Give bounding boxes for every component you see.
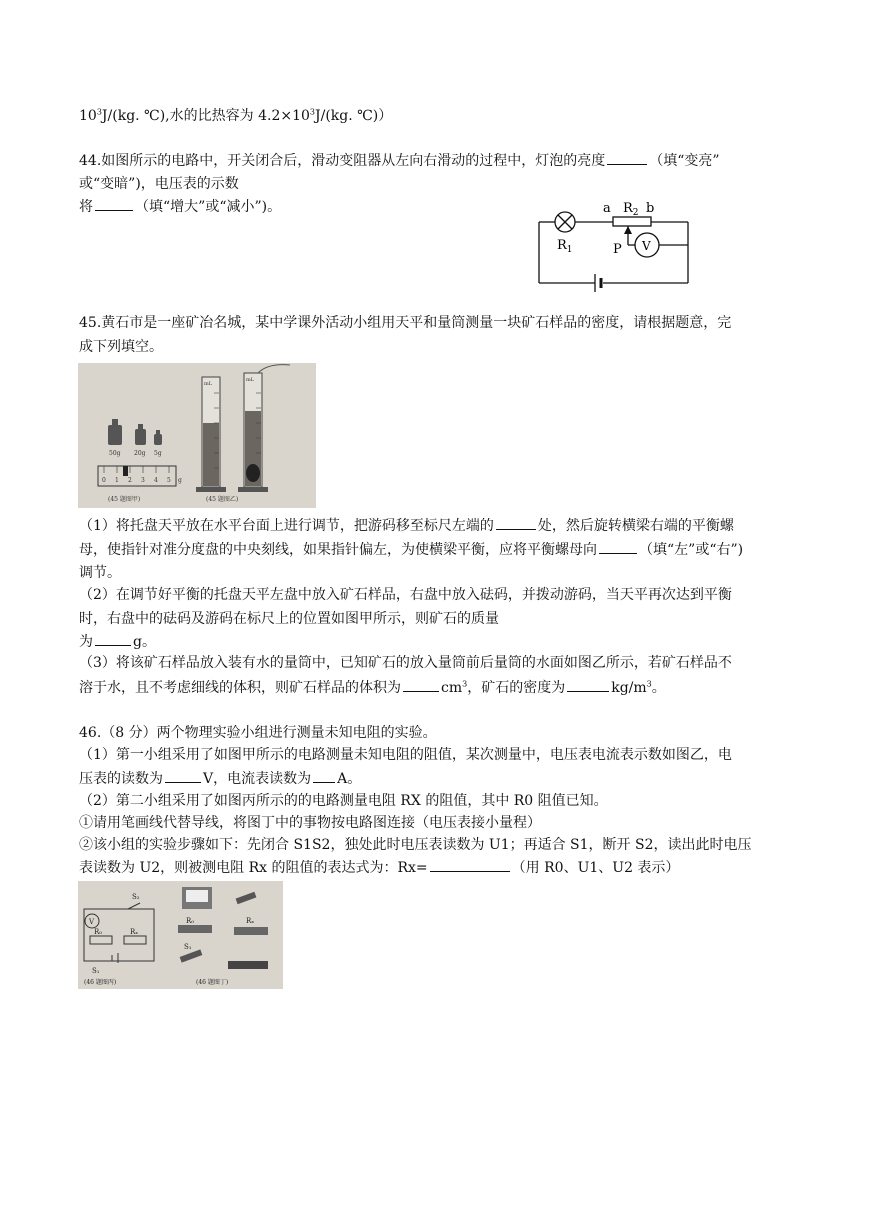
answer-blank[interactable] (95, 196, 133, 211)
svg-text:R₀: R₀ (94, 928, 103, 936)
svg-text:g: g (178, 477, 182, 484)
q45-p2-line2: 时，右盘中的砝码及游码在标尺上的位置如图甲所示，则矿石的质量 (79, 611, 499, 627)
q44-line2: 或“变暗”)，电压表的示数 (79, 176, 239, 192)
label-b: b (646, 201, 655, 216)
svg-text:S₂: S₂ (132, 893, 140, 901)
svg-text:3: 3 (141, 477, 145, 484)
label-r1: $R_1$ (557, 238, 573, 255)
answer-blank[interactable] (403, 677, 439, 692)
q45-p1-line3: 调节。 (79, 565, 121, 581)
voltmeter-label: V (642, 239, 651, 253)
q46-line4: （2）第二小组采用了如图丙所示的的电路测量电阻 RX 的阻值，其中 R0 阻值已知。 (79, 793, 608, 809)
svg-text:(45 题图乙): (45 题图乙) (206, 496, 239, 503)
q44-line3: 将 （填“增大”或“减小”)。 (79, 196, 281, 217)
continuation-line: $10^3J/(kg$. ℃),水的比热容为 $4.2\times 10^3J/(kg$. ℃)） (79, 107, 393, 124)
answer-blank[interactable] (599, 539, 637, 554)
q44-circuit-diagram (535, 195, 695, 300)
svg-text:4: 4 (154, 477, 158, 484)
q45-p3-line1: （3）将该矿石样品放入装有水的量筒中，已知矿石的放入量筒前后量筒的水面如图乙所示，若矿石样品不 (79, 655, 732, 671)
svg-text:Rₓ: Rₓ (246, 917, 255, 925)
q45-p2-line1: （2）在调节好平衡的托盘天平左盘中放入矿石样品，右盘中放入砝码，并拨动游码，当天平再次达到平衡 (79, 587, 732, 603)
svg-text:Rₓ: Rₓ (130, 928, 139, 936)
q45-p3-line2: 溶于水，且不考虑细线的体积，则矿石样品的体积为 $cm^3$，矿石的密度为 $kg/m^3$。 (79, 677, 666, 698)
q46-photo (78, 881, 283, 989)
q45-photo (78, 363, 316, 508)
svg-text:S₁: S₁ (92, 967, 100, 975)
q46-line1: 46.（8 分）两个物理实验小组进行测量未知电阻的实验。 (79, 725, 437, 741)
svg-text:0: 0 (102, 477, 106, 484)
svg-text:20g: 20g (134, 450, 146, 457)
q45-line2: 成下列填空。 (79, 339, 163, 355)
answer-blank[interactable] (607, 150, 647, 165)
svg-text:V: V (89, 918, 95, 926)
q45-p2-line3: 为 g。 (79, 631, 156, 652)
svg-text:(46 题图丙): (46 题图丙) (84, 979, 117, 986)
answer-blank[interactable] (165, 768, 201, 783)
q46-line7: 表读数为 U2，则被测电阻 Rx 的阻值的表达式为：Rx= （用 R0、U1、U2 表示） (79, 857, 679, 878)
svg-text:5g: 5g (154, 450, 162, 457)
answer-blank[interactable] (313, 768, 335, 783)
q46-line2: （1）第一小组采用了如图甲所示的电路测量未知电阻的阻值，某次测量中，电压表电流表示数如图乙，电 (79, 747, 732, 763)
svg-text:(45 题图甲): (45 题图甲) (108, 496, 141, 503)
answer-blank[interactable] (567, 677, 609, 692)
q45-line1: 45.黄石市是一座矿冶名城，某中学课外活动小组用天平和量筒测量一块矿石样品的密度，请根据题意，完 (79, 315, 732, 331)
svg-text:50g: 50g (109, 450, 121, 457)
svg-text:mL: mL (246, 377, 255, 383)
q46-line3: 压表的读数为 V，电流表读数为 A。 (79, 768, 361, 789)
svg-text:5: 5 (167, 477, 171, 484)
q44-line1: 44.如图所示的电路中，开关闭合后，滑动变阻器从左向右滑动的过程中，灯泡的亮度 （填“变亮” (79, 150, 720, 171)
svg-text:1: 1 (115, 477, 119, 484)
label-a: a (603, 201, 611, 216)
svg-text:mL: mL (204, 381, 213, 387)
answer-blank[interactable] (496, 515, 536, 530)
svg-text:R₀: R₀ (186, 917, 195, 925)
label-r2: $R_2$ (623, 201, 639, 218)
label-p: P (613, 242, 622, 257)
svg-text:2: 2 (128, 477, 132, 484)
answer-blank[interactable] (430, 857, 510, 872)
answer-blank[interactable] (95, 631, 131, 646)
q46-line5: ①请用笔画线代替导线，将图丁中的事物按电路图连接（电压表接小量程） (79, 815, 541, 831)
svg-text:S₁: S₁ (184, 943, 192, 951)
q46-line6: ②该小组的实验步骤如下：先闭合 S1S2，独处此时电压表读数为 U1；再适合 S1，断开 S2，读出此时电压 (79, 837, 752, 853)
svg-text:(46 题图丁): (46 题图丁) (196, 979, 229, 986)
q45-p1-line1: （1）将托盘天平放在水平台面上进行调节，把游码移至标尺左端的 处，然后旋转横梁右端的平衡螺 (79, 515, 734, 536)
q45-p1-line2: 母，使指针对准分度盘的中央刻线，如果指针偏左，为使横梁平衡，应将平衡螺母向 （填“左”或“右”) (79, 539, 743, 560)
